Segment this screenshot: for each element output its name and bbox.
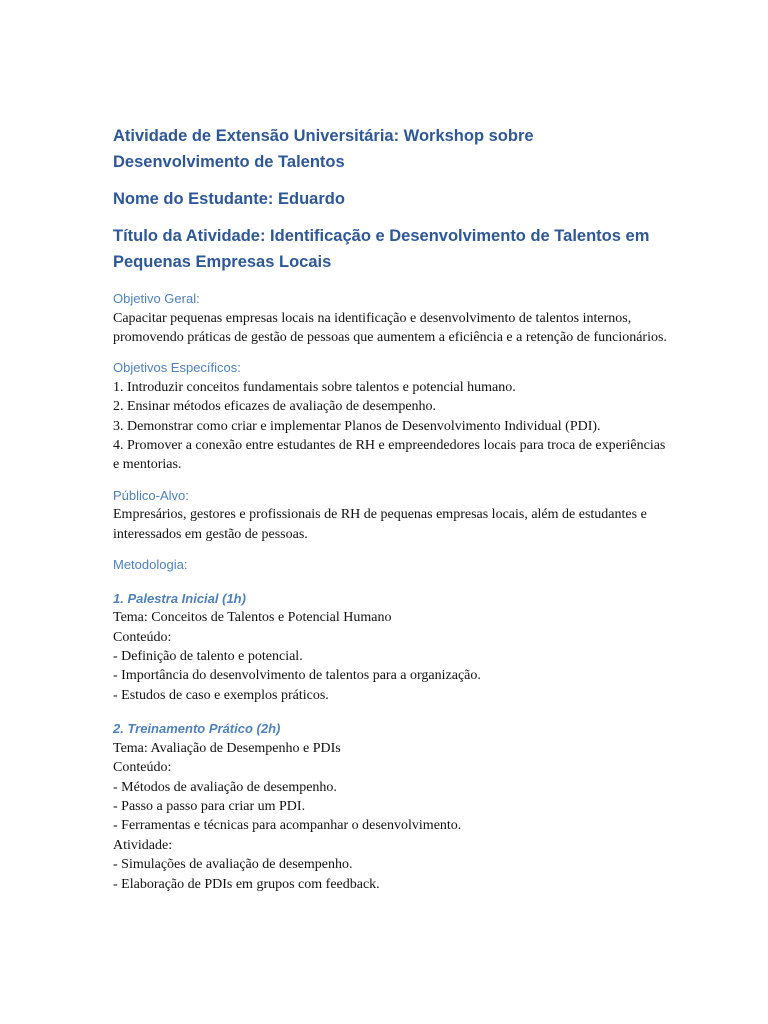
treinamento-conteudo-label: Conteúdo: [113, 760, 172, 776]
publico-alvo-text: Empresários, gestores e profissionais de RH de pequenas empresas locais, além de estudantes e interessados em gestão de pessoas. [113, 507, 647, 542]
student-name: Nome do Estudante: Eduardo [113, 190, 345, 208]
section-objetivos-especificos [113, 358, 668, 475]
list-item: 2. Ensinar métodos eficazes de avaliação de desempenho. [113, 399, 437, 415]
activity-title: Título da Atividade: Identificação e Desenvolvimento de Talentos em Pequenas Empresas Locais [113, 227, 650, 271]
list-item: - Importância do desenvolvimento de talentos para a organização. [113, 668, 481, 684]
objetivo-geral-heading: Objetivo Geral: [113, 291, 200, 306]
document-title: Atividade de Extensão Universitária: Workshop sobre Desenvolvimento de Talentos [113, 127, 534, 171]
list-item: 4. Promover a conexão entre estudantes de RH e empreendedores locais para troca de experiências e mentorias. [113, 438, 666, 473]
list-item: - Métodos de avaliação de desempenho. [113, 779, 337, 795]
palestra-conteudo-label: Conteúdo: [113, 629, 172, 645]
objetivos-especificos-heading: Objetivos Específicos: [113, 360, 241, 376]
list-item: - Estudos de caso e exemplos práticos. [113, 687, 329, 703]
section-metodologia [113, 555, 668, 894]
objetivo-geral-text: Capacitar pequenas empresas locais na identificação e desenvolvimento de talentos internos, promovendo práticas de gestão de pessoas que aumentem a eficiência e a retenção de funcionários. [113, 310, 667, 345]
treinamento-title: 2. Treinamento Prático (2h) [113, 721, 281, 737]
list-item: - Definição de talento e potencial. [113, 648, 303, 664]
list-item: - Elaboração de PDIs em grupos com feedback. [113, 876, 380, 892]
treinamento-block [113, 719, 668, 894]
list-item: - Passo a passo para criar um PDI. [113, 798, 306, 814]
palestra-tema: Tema: Conceitos de Talentos e Potencial Humano [113, 610, 392, 626]
publico-alvo-heading: Público-Alvo: [113, 487, 189, 503]
list-item: - Simulações de avaliação de desempenho. [113, 857, 353, 873]
treinamento-tema: Tema: Avaliação de Desempenho e PDIs [113, 740, 341, 756]
palestra-title: 1. Palestra Inicial (1h) [113, 590, 246, 606]
section-publico-alvo [113, 486, 668, 544]
palestra-block [113, 589, 668, 706]
list-item: 1. Introduzir conceitos fundamentais sobre talentos e potencial humano. [113, 379, 516, 395]
section-objetivo-geral [113, 289, 668, 347]
list-item: 3. Demonstrar como criar e implementar Planos de Desenvolvimento Individual (PDI). [113, 418, 601, 434]
metodologia-heading: Metodologia: [113, 557, 188, 573]
list-item: - Ferramentas e técnicas para acompanhar o desenvolvimento. [113, 818, 462, 834]
treinamento-atividade-label: Atividade: [113, 837, 173, 853]
